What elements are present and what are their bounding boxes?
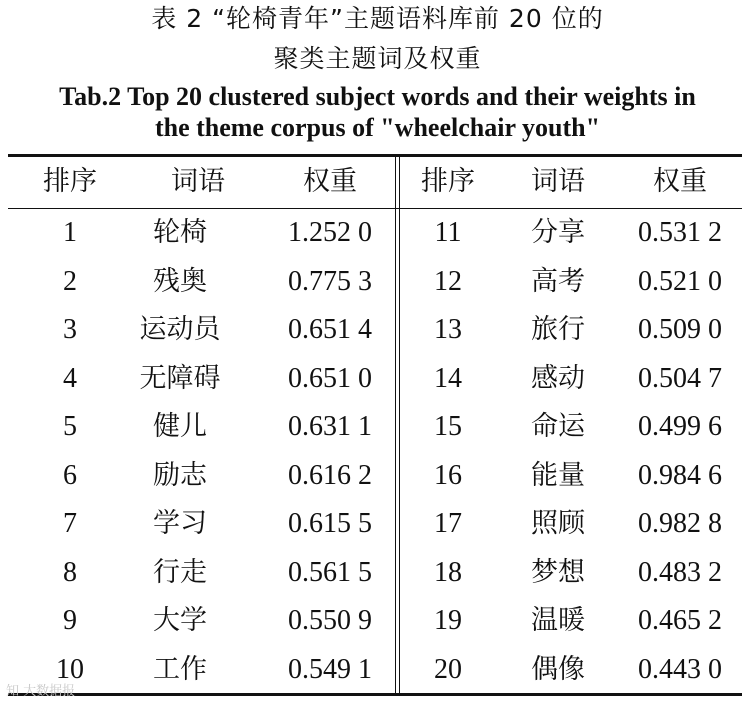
cell-weight: 0.483 2 bbox=[638, 556, 722, 588]
cell-word: 残奥 bbox=[153, 265, 207, 297]
cell-word: 大学 bbox=[153, 605, 207, 636]
cell-rank: 5 bbox=[63, 411, 77, 442]
cell-rank: 20 bbox=[434, 653, 462, 685]
header-weight-right: 权重 bbox=[653, 166, 707, 197]
cell-rank: 9 bbox=[63, 605, 77, 636]
cell-rank: 18 bbox=[434, 556, 462, 588]
header-rank-left: 排序 bbox=[43, 166, 97, 197]
cell-rank: 14 bbox=[434, 362, 462, 394]
cell-rank: 10 bbox=[56, 653, 84, 685]
cell-word: 命运 bbox=[531, 411, 585, 442]
cell-word: 学习 bbox=[153, 508, 207, 539]
cell-rank: 16 bbox=[434, 459, 462, 491]
table-divider-line bbox=[395, 157, 396, 693]
table-top-rule bbox=[8, 154, 742, 157]
cell-weight: 0.982 8 bbox=[638, 508, 722, 539]
cell-weight: 0.531 2 bbox=[638, 217, 722, 248]
cell-word: 健儿 bbox=[153, 411, 207, 442]
cell-rank: 7 bbox=[63, 508, 77, 539]
cell-word: 偶像 bbox=[531, 653, 585, 685]
cell-weight: 0.549 1 bbox=[288, 653, 372, 685]
cell-rank: 17 bbox=[434, 508, 462, 539]
watermark: 知 大数据报 bbox=[6, 684, 76, 699]
cell-rank: 13 bbox=[434, 314, 462, 345]
cell-rank: 8 bbox=[63, 556, 77, 588]
cell-weight: 0.631 1 bbox=[288, 411, 372, 442]
cell-weight: 0.651 4 bbox=[288, 314, 372, 345]
cell-word: 能量 bbox=[531, 459, 585, 491]
header-word-left: 词语 bbox=[171, 166, 225, 197]
cell-weight: 0.651 0 bbox=[288, 362, 372, 394]
cell-word: 轮椅 bbox=[153, 217, 207, 248]
cell-weight: 0.984 6 bbox=[638, 459, 722, 491]
cell-word: 高考 bbox=[531, 265, 585, 297]
cell-weight: 0.775 3 bbox=[288, 265, 372, 297]
cell-weight: 0.521 0 bbox=[638, 265, 722, 297]
table-bottom-rule bbox=[8, 693, 742, 696]
header-word-right: 词语 bbox=[531, 166, 585, 197]
cell-rank: 15 bbox=[434, 411, 462, 442]
cell-weight: 0.504 7 bbox=[638, 362, 722, 394]
cell-word: 分享 bbox=[531, 217, 585, 248]
cell-weight: 0.509 0 bbox=[638, 314, 722, 345]
cell-rank: 4 bbox=[63, 362, 77, 394]
cell-word: 温暖 bbox=[531, 605, 585, 636]
caption-en-line1: Tab.2 Top 20 clustered subject words and their weights in bbox=[59, 82, 696, 111]
cell-word: 无障碍 bbox=[139, 362, 221, 394]
cell-word: 工作 bbox=[153, 653, 207, 685]
cell-weight: 1.252 0 bbox=[288, 217, 372, 248]
table-header-rule bbox=[8, 208, 742, 209]
cell-rank: 3 bbox=[63, 314, 77, 345]
cell-weight: 0.561 5 bbox=[288, 556, 372, 588]
cell-word: 旅行 bbox=[531, 314, 585, 345]
header-rank-right: 排序 bbox=[421, 166, 475, 197]
cell-rank: 2 bbox=[63, 265, 77, 297]
cell-weight: 0.443 0 bbox=[638, 653, 722, 685]
cell-word: 照顾 bbox=[531, 508, 585, 539]
cell-word: 运动员 bbox=[139, 314, 221, 345]
caption-cn-line2: 聚类主题词及权重 bbox=[273, 44, 482, 73]
header-weight-left: 权重 bbox=[303, 166, 357, 197]
cell-rank: 12 bbox=[434, 265, 462, 297]
cell-word: 感动 bbox=[531, 362, 585, 394]
cell-weight: 0.615 5 bbox=[288, 508, 372, 539]
cell-weight: 0.550 9 bbox=[288, 605, 372, 636]
caption-cn-line1: 表 2 “轮椅青年”主题语料库前 20 位的 bbox=[151, 4, 604, 33]
cell-weight: 0.499 6 bbox=[638, 411, 722, 442]
cell-weight: 0.465 2 bbox=[638, 605, 722, 636]
cell-rank: 19 bbox=[434, 605, 462, 636]
table-divider-line bbox=[399, 157, 400, 693]
cell-rank: 6 bbox=[63, 459, 77, 491]
cell-word: 励志 bbox=[153, 459, 207, 491]
cell-word: 行走 bbox=[153, 556, 207, 588]
cell-rank: 11 bbox=[434, 217, 462, 248]
cell-rank: 1 bbox=[63, 217, 77, 248]
cell-weight: 0.616 2 bbox=[288, 459, 372, 491]
caption-en-line2: the theme corpus of "wheelchair youth" bbox=[154, 113, 601, 142]
cell-word: 梦想 bbox=[531, 556, 585, 588]
